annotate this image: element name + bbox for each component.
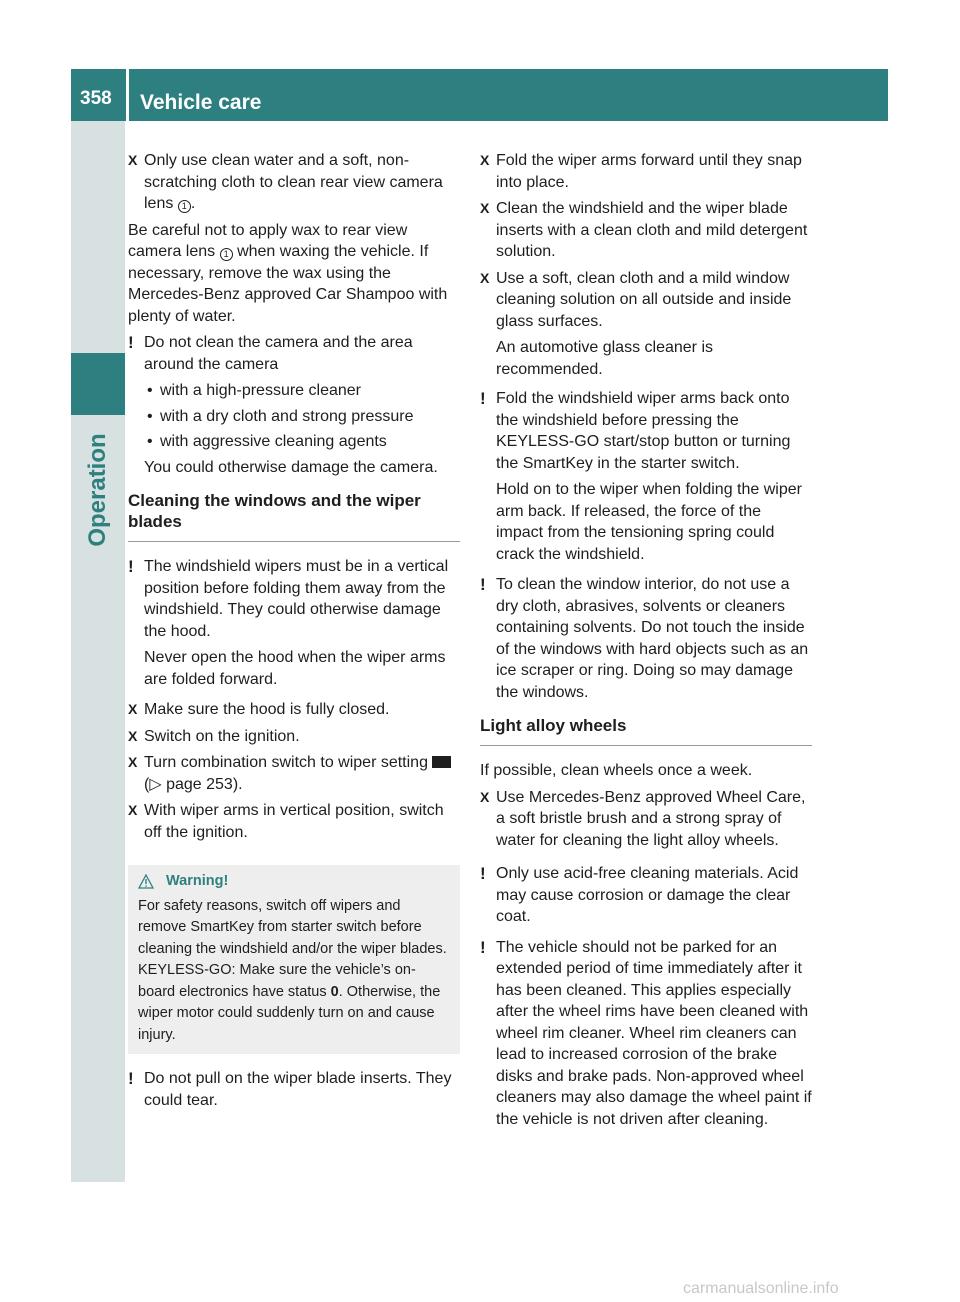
callout-marker-icon: 1	[220, 248, 233, 261]
section-heading-wheels: Light alloy wheels	[480, 715, 812, 746]
caution-icon: !	[480, 937, 486, 957]
warning-text-end: . Otherwise, the wiper motor could suddenly turn on and cause injury.	[138, 983, 441, 1043]
watermark: carmanualsonline.info	[683, 1280, 839, 1297]
note-text: The windshield wipers must be in a vertical position before folding them away from the windshield. They could otherwise damage the hood.	[144, 558, 449, 640]
caution-icon: !	[128, 1069, 134, 1088]
step-rear-camera	[128, 150, 460, 215]
warning-text: For safety reasons, switch off wipers and remove SmartKey from starter switch before cleaning the windshield and/or the wiper blades. KEYLESS-GO: Make sure the vehicle’s on-board electronics have status	[138, 897, 447, 1000]
step-hood-closed	[128, 699, 460, 721]
note-inserts	[128, 1068, 460, 1111]
side-tab-marker	[71, 353, 125, 415]
section-heading-windows: Cleaning the windows and the wiper blades	[128, 490, 460, 542]
step-text: Use a soft, clean cloth and a mild window cleaning solution on all outside and inside glass surfaces.	[496, 269, 792, 330]
step-wheel-care	[480, 787, 812, 852]
note-camera	[128, 332, 460, 478]
note-parked	[480, 937, 812, 1131]
step-arrow-icon: X	[128, 152, 138, 168]
step-glass-surfaces	[480, 268, 812, 381]
note-text: Only use acid-free cleaning materials. Acid may cause corrosion or damage the clear coat.	[496, 865, 799, 925]
bullet-icon: •	[147, 433, 153, 450]
note-outro: You could otherwise damage the camera.	[144, 458, 438, 476]
step-wiper-setting	[128, 752, 460, 795]
caution-icon: !	[480, 389, 486, 408]
bullet-item	[144, 380, 460, 402]
note-text: Hold on to the wiper when folding the wiper arm back. If released, the force of the impact from the tensioning spring could crack the windshield.	[496, 481, 802, 563]
note-text: The vehicle should not be parked for an extended period of time immediately after it has been cleaned. This applies especially after the wheel rims have been cleaned with wheel rim cleaner. Wheel rim cleaners can lead to increased corrosion of the brake disks and brake pads. Non-approved wheel cleaners may also damage the wheel paint if the vehicle is not driven after cleaning.	[496, 938, 812, 1128]
warning-box	[128, 865, 460, 1054]
warning-title	[138, 871, 450, 893]
bullet-icon: •	[147, 382, 153, 399]
caution-icon: !	[480, 575, 486, 594]
side-tab-label: Operation	[84, 433, 111, 547]
step-text: Clean the windshield and the wiper blade inserts with a clean cloth and mild detergent solution.	[496, 200, 808, 260]
note-acid	[480, 863, 812, 928]
right-column	[480, 150, 812, 1139]
caution-icon: !	[480, 864, 486, 883]
callout-marker-icon: 1	[178, 200, 191, 213]
step-text: Turn combination switch to wiper setting	[144, 754, 428, 771]
step-text: Switch on the ignition.	[144, 727, 300, 745]
bullet-text: with a high-pressure cleaner	[160, 382, 361, 399]
note-text: Fold the windshield wiper arms back onto the windshield before pressing the KEYLESS-GO start/stop button or turning the SmartKey in the starter switch.	[496, 390, 791, 472]
note-fold-back	[480, 388, 812, 565]
page-number: 358	[80, 88, 112, 109]
wiper-setting-symbol-icon	[432, 756, 451, 768]
page-title: Vehicle care	[140, 91, 262, 114]
step-arrow-icon: X	[128, 701, 138, 717]
step-fold-forward	[480, 150, 812, 193]
caution-icon: !	[128, 333, 134, 352]
paragraph-text: Be careful not to apply wax to rear view camera lens	[128, 221, 408, 260]
step-text: Only use clean water and a soft, non-scratching cloth to clean rear view camera lens	[144, 152, 443, 212]
step-arrow-icon: X	[128, 754, 138, 770]
step-arrow-icon: X	[480, 269, 490, 286]
step-text: Fold the wiper arms forward until they snap into place.	[496, 152, 802, 191]
bullet-text: with aggressive cleaning agents	[160, 433, 387, 450]
warning-title-text: Warning!	[166, 873, 229, 889]
step-text: With wiper arms in vertical position, switch off the ignition.	[144, 802, 444, 841]
step-ignition-on	[128, 726, 460, 748]
step-arrow-icon: X	[480, 152, 490, 168]
step-ignition-off	[128, 800, 460, 843]
paragraph-text-end: when waxing the vehicle. If necessary, remove the wax using the Mercedes-Benz approved Car Shampoo with plenty of water.	[128, 243, 448, 325]
note-intro: Do not clean the camera and the area around the camera	[144, 334, 413, 373]
step-clean-windshield	[480, 198, 812, 263]
bullet-item	[144, 406, 460, 428]
header-divider	[126, 69, 129, 121]
step-text-end: .	[190, 195, 196, 212]
caution-icon: !	[128, 557, 134, 576]
left-column	[128, 150, 460, 1120]
step-arrow-icon: X	[480, 200, 490, 216]
note-text: Never open the hood when the wiper arms are folded forward.	[144, 649, 446, 688]
step-arrow-icon: X	[128, 802, 138, 818]
page-reference-link[interactable]: (▷ page 253).	[144, 775, 243, 793]
step-subtext: An automotive glass cleaner is recommended.	[496, 339, 713, 378]
step-arrow-icon: X	[128, 727, 138, 744]
bullet-item	[144, 431, 460, 453]
note-text: To clean the window interior, do not use a dry cloth, abrasives, solvents or cleaners containing solvents. Do not touch the inside of the windows with hard objects such as an ice scraper or ring. Doing so may damage the windows.	[496, 576, 809, 701]
warning-body	[138, 896, 450, 1047]
note-interior	[480, 574, 812, 703]
step-arrow-icon: X	[480, 788, 490, 805]
step-text: Use Mercedes-Benz approved Wheel Care, a soft bristle brush and a strong spray of water for cleaning the light alloy wheels.	[496, 788, 806, 849]
bullet-text: with a dry cloth and strong pressure	[160, 407, 414, 425]
paragraph-wheels: If possible, clean wheels once a week.	[480, 762, 753, 779]
step-text: Make sure the hood is fully closed.	[144, 701, 390, 718]
bullet-icon: •	[147, 407, 153, 425]
warning-triangle-icon	[138, 874, 154, 889]
note-text: Do not pull on the wiper blade inserts. They could tear.	[144, 1070, 452, 1109]
note-wipers	[128, 556, 460, 690]
warning-status: 0	[330, 983, 339, 1000]
paragraph-wax	[128, 220, 460, 328]
side-tab	[71, 121, 125, 1182]
